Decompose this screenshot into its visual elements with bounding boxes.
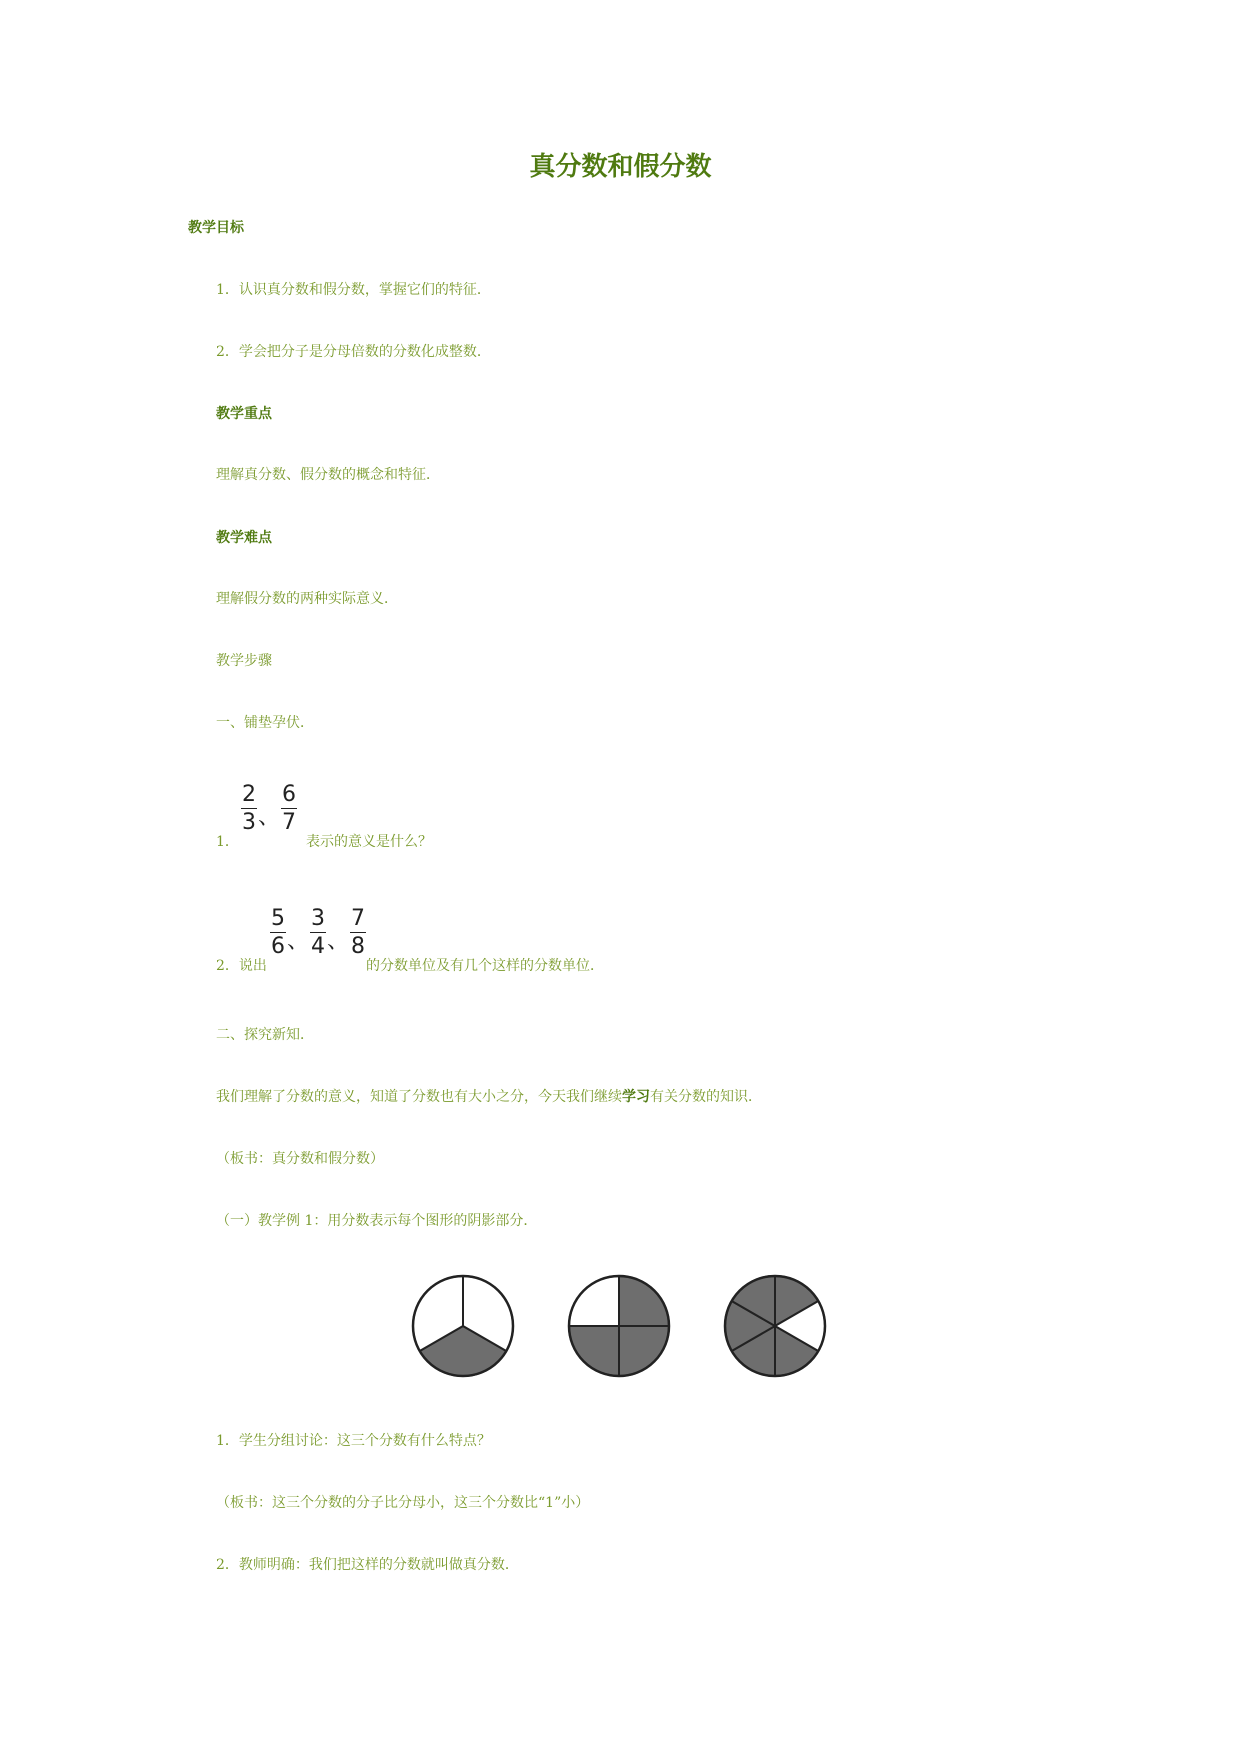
numerator: 7 [351, 906, 366, 931]
numerator: 3 [311, 906, 326, 931]
intro-text: 我们理解了分数的意义，知道了分数也有大小之分，今天我们继续 [216, 1089, 622, 1105]
separator: 、 [327, 928, 350, 954]
q1-fractions [241, 784, 297, 834]
q2-suffix: 的分数单位及有几个这样的分数单位． [366, 958, 604, 974]
denominator: 3 [242, 810, 256, 835]
difficulty-text: 理解假分数的两种实际意义． [216, 591, 398, 607]
keypoint-text: 理解真分数、假分数的概念和特征． [216, 467, 440, 483]
intro-text-end: 有关分数的知识． [650, 1089, 762, 1105]
fraction [350, 908, 366, 958]
shaded-circles-figure [405, 1268, 845, 1388]
intro-paragraph [216, 1086, 762, 1106]
denominator: 7 [282, 810, 297, 835]
step2-heading: 二、探究新知． [216, 1027, 314, 1043]
fraction [241, 784, 257, 834]
q1-suffix: 表示的意义是什么？ [306, 834, 432, 850]
steps-heading: 教学步骤 [216, 653, 272, 669]
step1-heading: 一、铺垫孕伏． [216, 715, 314, 731]
fraction [310, 908, 326, 958]
separator: 、 [258, 804, 281, 830]
denominator: 6 [271, 934, 285, 959]
teacher-statement: 2．教师明确：我们把这样的分数就叫做真分数． [216, 1557, 519, 1573]
q1-prefix: 1． [216, 834, 239, 850]
numerator: 5 [271, 906, 285, 931]
board-note-2: （板书：这三个分数的分子比分母小，这三个分数比“1”小） [216, 1495, 590, 1511]
page-title: 真分数和假分数 [529, 152, 712, 182]
objectives-heading: 教学目标 [188, 220, 244, 236]
intro-link-study: 学习 [622, 1089, 650, 1105]
denominator: 8 [351, 934, 366, 959]
fraction [281, 784, 297, 834]
separator: 、 [287, 928, 310, 954]
numerator: 2 [242, 782, 256, 807]
q2-prefix: 2．说出 [216, 958, 267, 974]
difficulty-heading: 教学难点 [216, 530, 272, 546]
fraction [270, 908, 286, 958]
keypoint-heading: 教学重点 [216, 406, 272, 422]
objective-1: 1．认识真分数和假分数，掌握它们的特征． [216, 282, 491, 298]
denominator: 4 [311, 934, 326, 959]
q2-fractions [270, 908, 366, 958]
board-note-1: （板书：真分数和假分数） [216, 1151, 384, 1167]
objective-2: 2．学会把分子是分母倍数的分数化成整数． [216, 344, 491, 360]
discussion-question: 1．学生分组讨论：这三个分数有什么特点？ [216, 1433, 491, 1449]
example-1: （一）教学例 1：用分数表示每个图形的阴影部分． [216, 1213, 538, 1229]
numerator: 6 [282, 782, 297, 807]
